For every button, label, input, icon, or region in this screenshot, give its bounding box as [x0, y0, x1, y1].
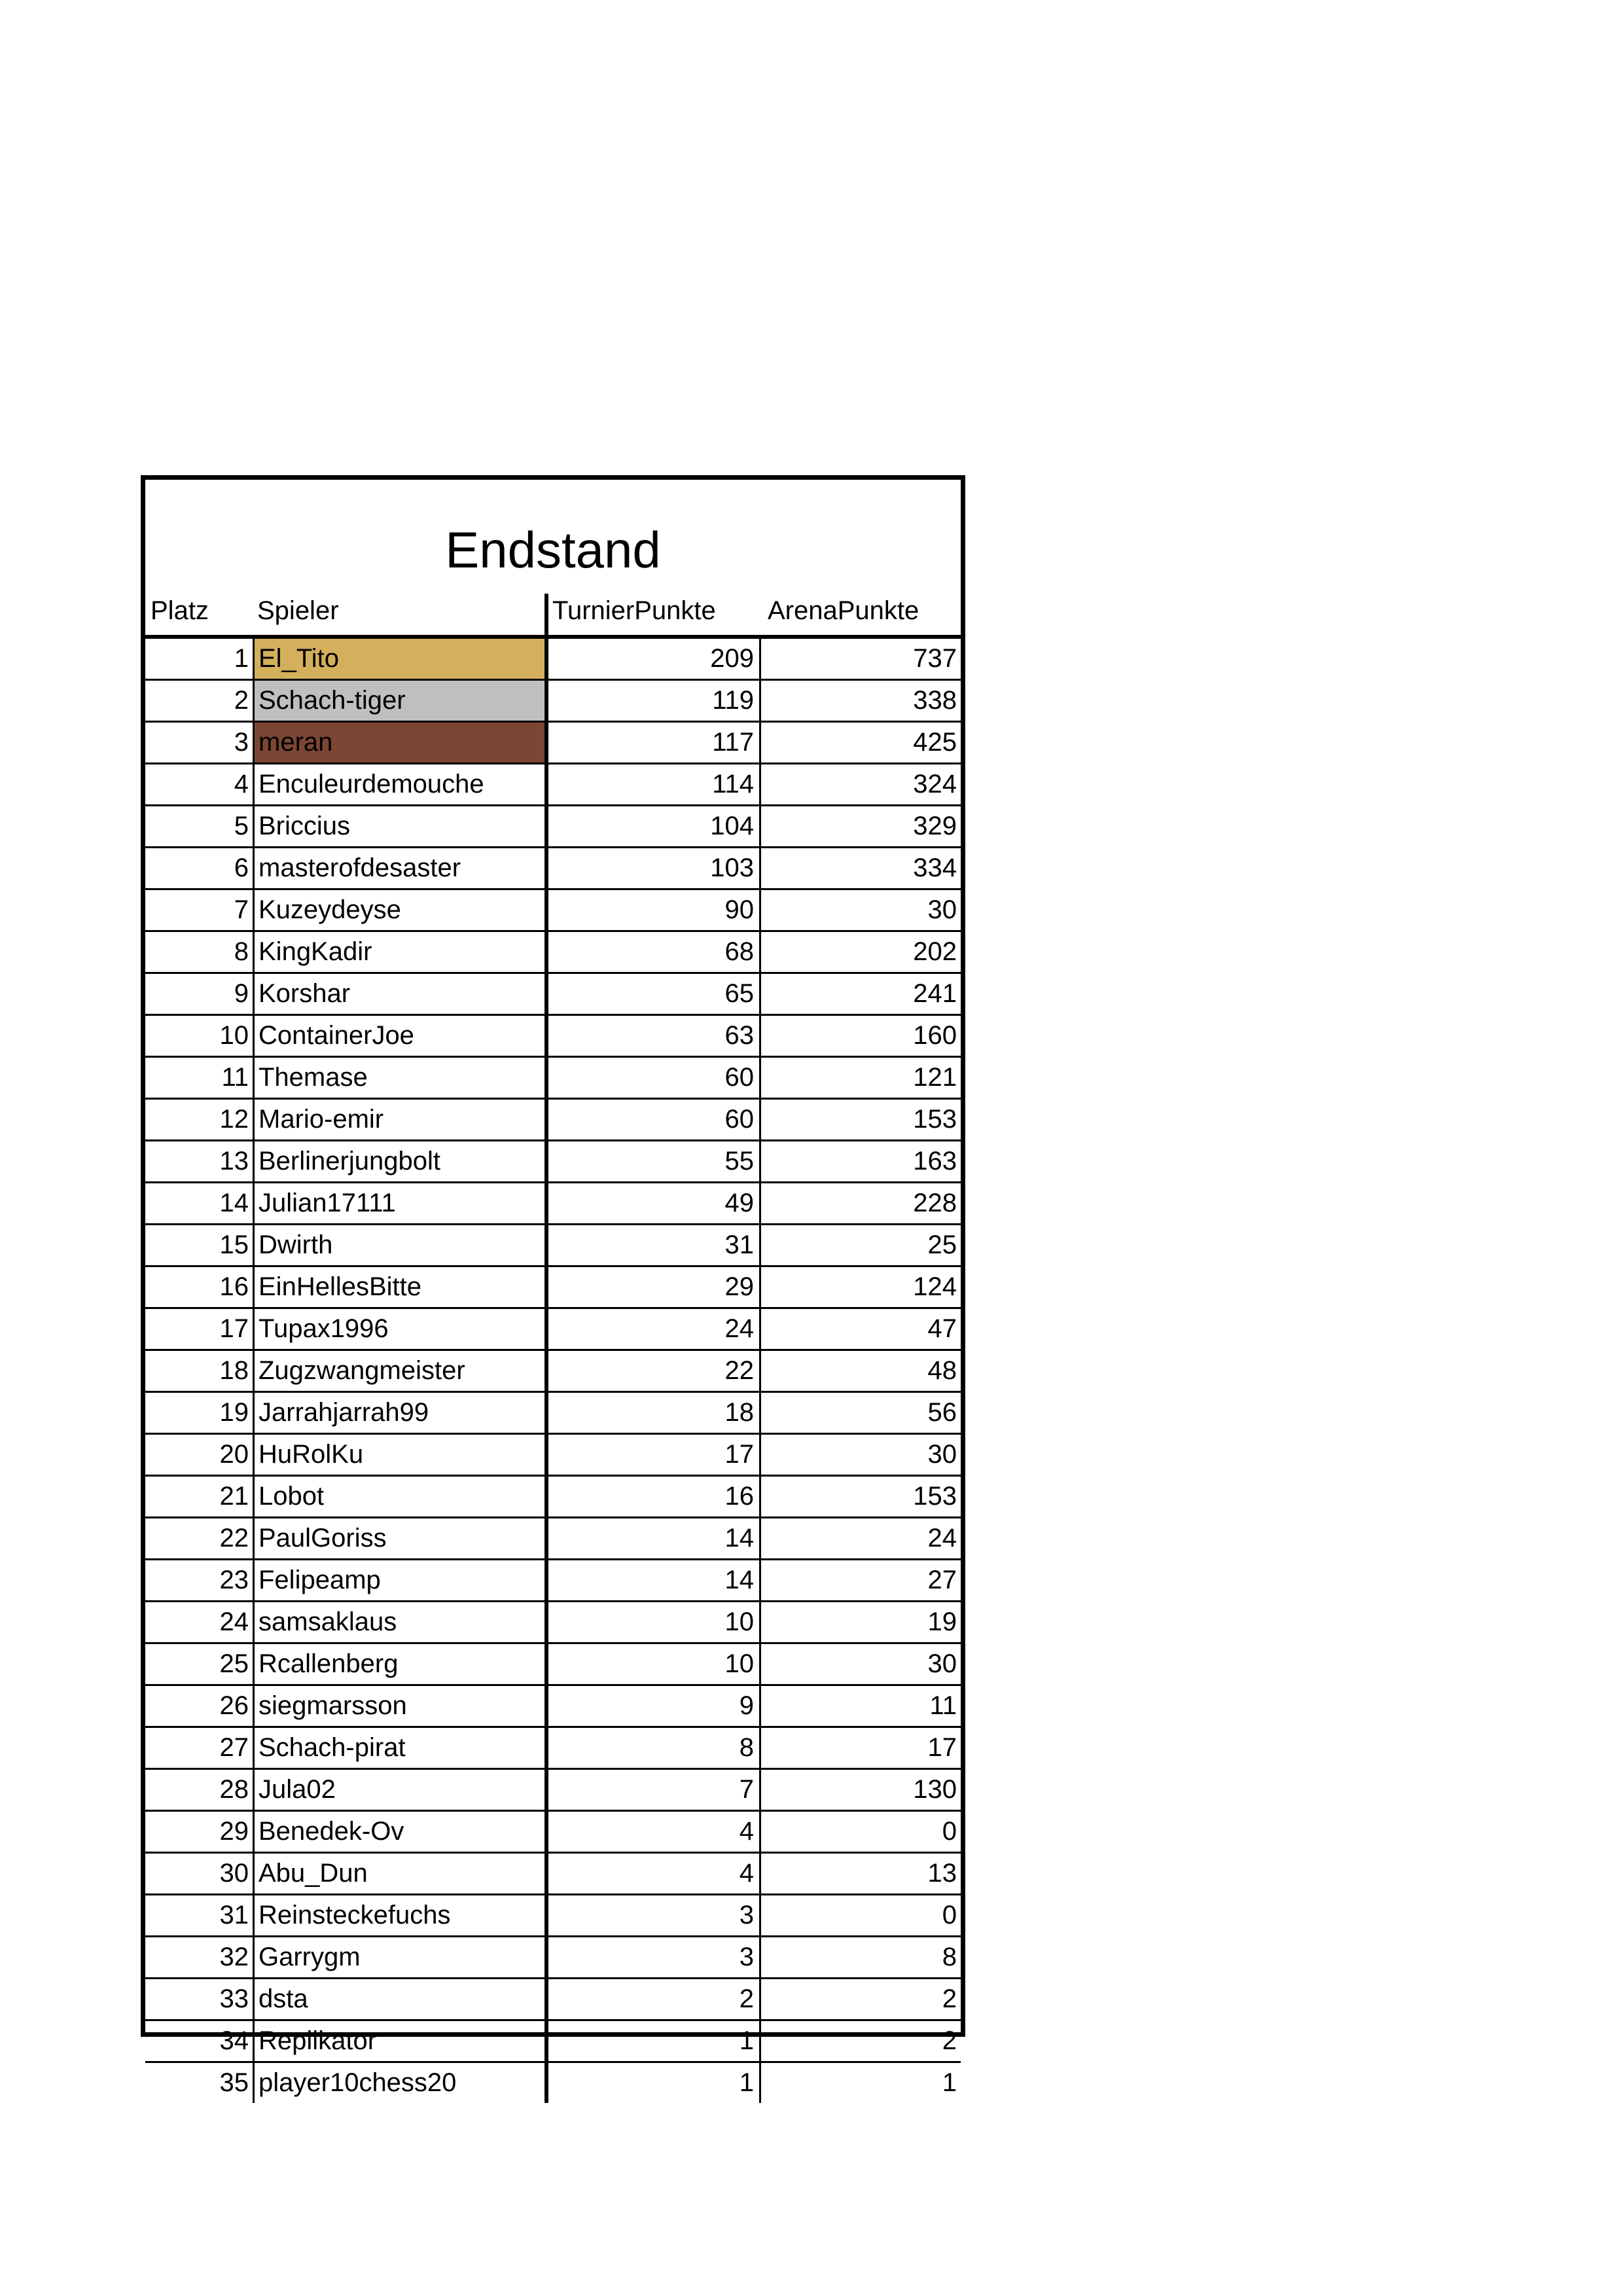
platz-cell: 23 — [219, 1566, 249, 1594]
platz-cell: 32 — [219, 1943, 249, 1971]
platz-cell: 29 — [219, 1817, 249, 1846]
spieler-cell: Reinsteckefuchs — [253, 1895, 544, 1935]
spieler-cell: player10chess20 — [253, 2063, 544, 2103]
turnierpunkte-cell: 7 — [544, 1770, 759, 1810]
turnierpunkte-cell: 31 — [544, 1225, 759, 1265]
table-row — [145, 1644, 961, 1686]
spieler-cell: Replikator — [253, 2021, 544, 2061]
table-row — [145, 2021, 961, 2063]
page-title: Endstand — [445, 521, 661, 579]
turnierpunkte-cell: 90 — [544, 890, 759, 930]
table-row — [145, 1854, 961, 1895]
spieler-cell: Kuzeydeyse — [253, 890, 544, 930]
arenapunkte-cell: 1 — [759, 2063, 961, 2103]
spieler-cell: dsta — [253, 1979, 544, 2019]
spieler-cell: Garrygm — [253, 1937, 544, 1977]
turnierpunkte-cell: 209 — [544, 639, 759, 679]
spieler-cell: Tupax1996 — [253, 1309, 544, 1349]
arenapunkte-cell: 48 — [759, 1351, 961, 1391]
column-header-turnierpunkte: TurnierPunkte — [552, 596, 716, 625]
arenapunkte-cell: 228 — [759, 1183, 961, 1223]
platz-cell: 7 — [234, 895, 249, 924]
spieler-cell: Enculeurdemouche — [253, 764, 544, 804]
spieler-cell: Zugzwangmeister — [253, 1351, 544, 1391]
turnierpunkte-cell: 1 — [544, 2021, 759, 2061]
platz-cell: 4 — [234, 770, 249, 798]
arenapunkte-cell: 11 — [759, 1686, 961, 1726]
spieler-cell: Schach-pirat — [253, 1728, 544, 1768]
column-divider — [544, 594, 548, 635]
arenapunkte-cell: 338 — [759, 681, 961, 721]
table-row — [145, 1016, 961, 1058]
table-row — [145, 1728, 961, 1770]
turnierpunkte-cell: 104 — [544, 806, 759, 846]
spieler-cell: masterofdesaster — [253, 848, 544, 888]
arenapunkte-cell: 30 — [759, 1435, 961, 1475]
platz-cell: 10 — [219, 1021, 249, 1050]
spieler-cell: Lobot — [253, 1477, 544, 1516]
platz-cell: 35 — [219, 2068, 249, 2097]
spieler-cell: Mario-emir — [253, 1100, 544, 1139]
arenapunkte-cell: 30 — [759, 890, 961, 930]
turnierpunkte-cell: 1 — [544, 2063, 759, 2103]
spieler-cell: Themase — [253, 1058, 544, 1098]
spieler-cell: ContainerJoe — [253, 1016, 544, 1056]
turnierpunkte-cell: 10 — [544, 1644, 759, 1684]
standings-table — [141, 475, 965, 2097]
table-header-area — [145, 480, 961, 635]
table-row — [145, 639, 961, 681]
platz-cell: 9 — [234, 979, 249, 1008]
platz-cell: 2 — [234, 686, 249, 715]
table-row — [145, 764, 961, 806]
table-row — [145, 1979, 961, 2021]
platz-cell: 5 — [234, 812, 249, 840]
table-row — [145, 1895, 961, 1937]
turnierpunkte-cell: 17 — [544, 1435, 759, 1475]
table-row — [145, 1309, 961, 1351]
platz-cell: 1 — [234, 644, 249, 673]
arenapunkte-cell: 334 — [759, 848, 961, 888]
platz-cell: 11 — [221, 1063, 249, 1092]
turnierpunkte-cell: 60 — [544, 1100, 759, 1139]
table-row — [145, 1770, 961, 1812]
spieler-cell: HuRolKu — [253, 1435, 544, 1475]
spieler-cell: Jula02 — [253, 1770, 544, 1810]
platz-cell: 22 — [219, 1524, 249, 1552]
arenapunkte-cell: 130 — [759, 1770, 961, 1810]
turnierpunkte-cell: 114 — [544, 764, 759, 804]
turnierpunkte-cell: 103 — [544, 848, 759, 888]
arenapunkte-cell: 56 — [759, 1393, 961, 1433]
column-header-spieler: Spieler — [257, 596, 339, 625]
platz-cell: 20 — [219, 1440, 249, 1469]
arenapunkte-cell: 124 — [759, 1267, 961, 1307]
table-row — [145, 681, 961, 723]
column-header-arenapunkte: ArenaPunkte — [768, 596, 919, 625]
arenapunkte-cell: 8 — [759, 1937, 961, 1977]
spieler-cell: Rcallenberg — [253, 1644, 544, 1684]
spieler-cell: Korshar — [253, 974, 544, 1014]
platz-cell: 33 — [219, 1984, 249, 2013]
spieler-cell: meran — [253, 723, 544, 762]
table-row — [145, 2063, 961, 2103]
table-row — [145, 1477, 961, 1518]
table-row — [145, 1686, 961, 1728]
arenapunkte-cell: 2 — [759, 1979, 961, 2019]
turnierpunkte-cell: 22 — [544, 1351, 759, 1391]
platz-cell: 16 — [219, 1272, 249, 1301]
platz-cell: 8 — [234, 937, 249, 966]
turnierpunkte-cell: 10 — [544, 1602, 759, 1642]
table-row — [145, 1393, 961, 1435]
turnierpunkte-cell: 8 — [544, 1728, 759, 1768]
arenapunkte-cell: 737 — [759, 639, 961, 679]
turnierpunkte-cell: 55 — [544, 1141, 759, 1181]
arenapunkte-cell: 163 — [759, 1141, 961, 1181]
table-row — [145, 1225, 961, 1267]
turnierpunkte-cell: 68 — [544, 932, 759, 972]
turnierpunkte-cell: 24 — [544, 1309, 759, 1349]
platz-cell: 30 — [219, 1859, 249, 1888]
spieler-cell: Dwirth — [253, 1225, 544, 1265]
spieler-cell: KingKadir — [253, 932, 544, 972]
platz-cell: 6 — [234, 853, 249, 882]
table-row — [145, 723, 961, 764]
arenapunkte-cell: 47 — [759, 1309, 961, 1349]
arenapunkte-cell: 17 — [759, 1728, 961, 1768]
turnierpunkte-cell: 9 — [544, 1686, 759, 1726]
platz-cell: 25 — [219, 1649, 249, 1678]
arenapunkte-cell: 329 — [759, 806, 961, 846]
spieler-cell: Berlinerjungbolt — [253, 1141, 544, 1181]
table-row — [145, 932, 961, 974]
table-row — [145, 1812, 961, 1854]
spieler-cell: siegmarsson — [253, 1686, 544, 1726]
spieler-cell: Schach-tiger — [253, 681, 544, 721]
table-row — [145, 848, 961, 890]
turnierpunkte-cell: 3 — [544, 1937, 759, 1977]
spieler-cell: PaulGoriss — [253, 1518, 544, 1558]
platz-cell: 34 — [219, 2026, 249, 2055]
platz-cell: 3 — [234, 728, 249, 757]
table-row — [145, 974, 961, 1016]
arenapunkte-cell: 0 — [759, 1812, 961, 1852]
platz-cell: 31 — [219, 1901, 249, 1929]
spieler-cell: El_Tito — [253, 639, 544, 679]
table-row — [145, 1937, 961, 1979]
spieler-cell: Abu_Dun — [253, 1854, 544, 1893]
arenapunkte-cell: 30 — [759, 1644, 961, 1684]
platz-cell: 21 — [219, 1482, 249, 1511]
arenapunkte-cell: 153 — [759, 1477, 961, 1516]
arenapunkte-cell: 24 — [759, 1518, 961, 1558]
spieler-cell: samsaklaus — [253, 1602, 544, 1642]
turnierpunkte-cell: 49 — [544, 1183, 759, 1223]
arenapunkte-cell: 324 — [759, 764, 961, 804]
turnierpunkte-cell: 4 — [544, 1854, 759, 1893]
platz-cell: 13 — [219, 1147, 249, 1175]
arenapunkte-cell: 25 — [759, 1225, 961, 1265]
table-row — [145, 1435, 961, 1477]
turnierpunkte-cell: 2 — [544, 1979, 759, 2019]
platz-cell: 15 — [219, 1230, 249, 1259]
column-header-platz: Platz — [151, 596, 209, 625]
arenapunkte-cell: 153 — [759, 1100, 961, 1139]
turnierpunkte-cell: 65 — [544, 974, 759, 1014]
turnierpunkte-cell: 16 — [544, 1477, 759, 1516]
arenapunkte-cell: 160 — [759, 1016, 961, 1056]
turnierpunkte-cell: 117 — [544, 723, 759, 762]
table-row — [145, 890, 961, 932]
arenapunkte-cell: 202 — [759, 932, 961, 972]
table-row — [145, 806, 961, 848]
arenapunkte-cell: 0 — [759, 1895, 961, 1935]
table-row — [145, 1267, 961, 1309]
platz-cell: 26 — [219, 1691, 249, 1720]
platz-cell: 18 — [219, 1356, 249, 1385]
platz-cell: 14 — [219, 1189, 249, 1217]
turnierpunkte-cell: 119 — [544, 681, 759, 721]
platz-cell: 28 — [219, 1775, 249, 1804]
table-row — [145, 1183, 961, 1225]
platz-cell: 12 — [219, 1105, 249, 1134]
arenapunkte-cell: 2 — [759, 2021, 961, 2061]
platz-cell: 19 — [219, 1398, 249, 1427]
turnierpunkte-cell: 14 — [544, 1560, 759, 1600]
table-row — [145, 1602, 961, 1644]
turnierpunkte-cell: 60 — [544, 1058, 759, 1098]
turnierpunkte-cell: 18 — [544, 1393, 759, 1433]
spieler-cell: Benedek-Ov — [253, 1812, 544, 1852]
arenapunkte-cell: 241 — [759, 974, 961, 1014]
platz-cell: 17 — [219, 1314, 249, 1343]
arenapunkte-cell: 13 — [759, 1854, 961, 1893]
platz-cell: 24 — [219, 1607, 249, 1636]
table-row — [145, 1560, 961, 1602]
spieler-cell: Felipeamp — [253, 1560, 544, 1600]
table-row — [145, 1351, 961, 1393]
spieler-cell: Briccius — [253, 806, 544, 846]
arenapunkte-cell: 27 — [759, 1560, 961, 1600]
platz-cell: 27 — [219, 1733, 249, 1762]
turnierpunkte-cell: 29 — [544, 1267, 759, 1307]
table-row — [145, 1141, 961, 1183]
turnierpunkte-cell: 4 — [544, 1812, 759, 1852]
table-row — [145, 1058, 961, 1100]
arenapunkte-cell: 425 — [759, 723, 961, 762]
turnierpunkte-cell: 3 — [544, 1895, 759, 1935]
turnierpunkte-cell: 63 — [544, 1016, 759, 1056]
table-body — [145, 635, 961, 2103]
spieler-cell: Julian17111 — [253, 1183, 544, 1223]
turnierpunkte-cell: 14 — [544, 1518, 759, 1558]
arenapunkte-cell: 121 — [759, 1058, 961, 1098]
table-row — [145, 1518, 961, 1560]
table-row — [145, 1100, 961, 1141]
spieler-cell: Jarrahjarrah99 — [253, 1393, 544, 1433]
arenapunkte-cell: 19 — [759, 1602, 961, 1642]
spieler-cell: EinHellesBitte — [253, 1267, 544, 1307]
